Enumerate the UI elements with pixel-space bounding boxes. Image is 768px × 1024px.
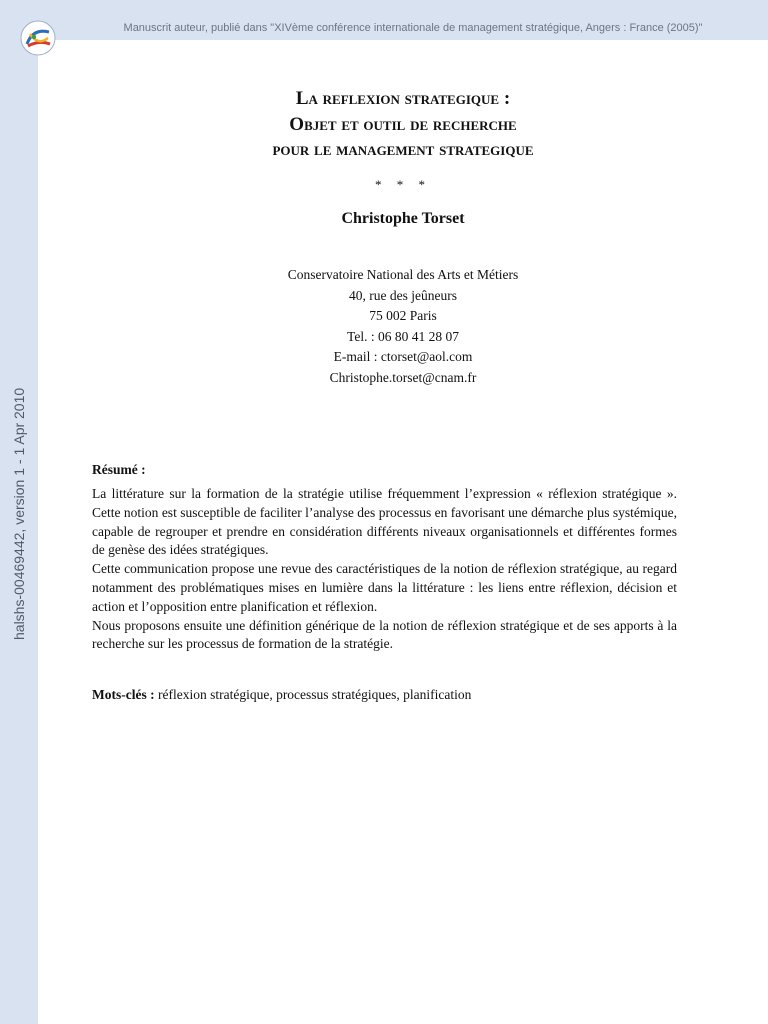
affiliation-street: 40, rue des jeûneurs	[349, 287, 457, 303]
abstract-heading: Résumé :	[92, 462, 146, 477]
hal-header-band	[0, 0, 768, 40]
hal-logo-icon	[19, 20, 57, 56]
abstract-paragraph: La littérature sur la formation de la stratégie utilise fréquemment l’expression « réflexion stratégique ». Cette notion est susceptible de faciliter l’analyse des processus en favorisant une démarche plus systémique, capable de regrouper et prendre en considération différents niveaux organisationnels et différentes formes de genèse des idées stratégiques.	[92, 486, 677, 558]
affiliation-phone: Tel. : 06 80 41 28 07	[347, 328, 459, 344]
affiliation-email: E-mail : ctorset@aol.com	[333, 349, 473, 364]
author-affiliation	[38, 265, 768, 388]
abstract-body	[92, 485, 677, 654]
affiliation-email-2: Christophe.torset@cnam.fr	[329, 369, 477, 385]
keywords-text: réflexion stratégique, processus stratégiques, planification	[157, 687, 472, 702]
title-separator: * * *	[375, 177, 431, 192]
keywords-label: Mots-clés :	[92, 687, 155, 702]
title-line-2: Objet et outil de recherche	[289, 114, 517, 135]
hal-identifier: halshs-00469442, version 1 - 1 Apr 2010	[11, 387, 27, 640]
title-line-3: pour le management strategique	[272, 139, 534, 160]
title-line-1: La reflexion strategique :	[295, 88, 511, 109]
keywords-line	[92, 687, 692, 703]
affiliation-city: 75 002 Paris	[369, 308, 437, 323]
author-name: Christophe Torset	[341, 210, 465, 227]
abstract-paragraph: Nous proposons ensuite une définition générique de la notion de réflexion stratégique et de ses apports à la recherche sur les processus de formation de la stratégie.	[92, 617, 677, 652]
affiliation-institution: Conservatoire National des Arts et Métiers	[287, 267, 519, 282]
hal-manuscript-note: Manuscrit auteur, publié dans "XIVème conférence internationale de management stratégique, Angers : France (2005)"	[123, 22, 703, 34]
abstract-paragraph: Cette communication propose une revue des caractéristiques de la notion de réflexion stratégique, au regard notamment des problématiques mises en lumière dans la littérature : les liens entre réflexion, décision et action et l’opposition entre planification et réflexion.	[92, 561, 677, 614]
